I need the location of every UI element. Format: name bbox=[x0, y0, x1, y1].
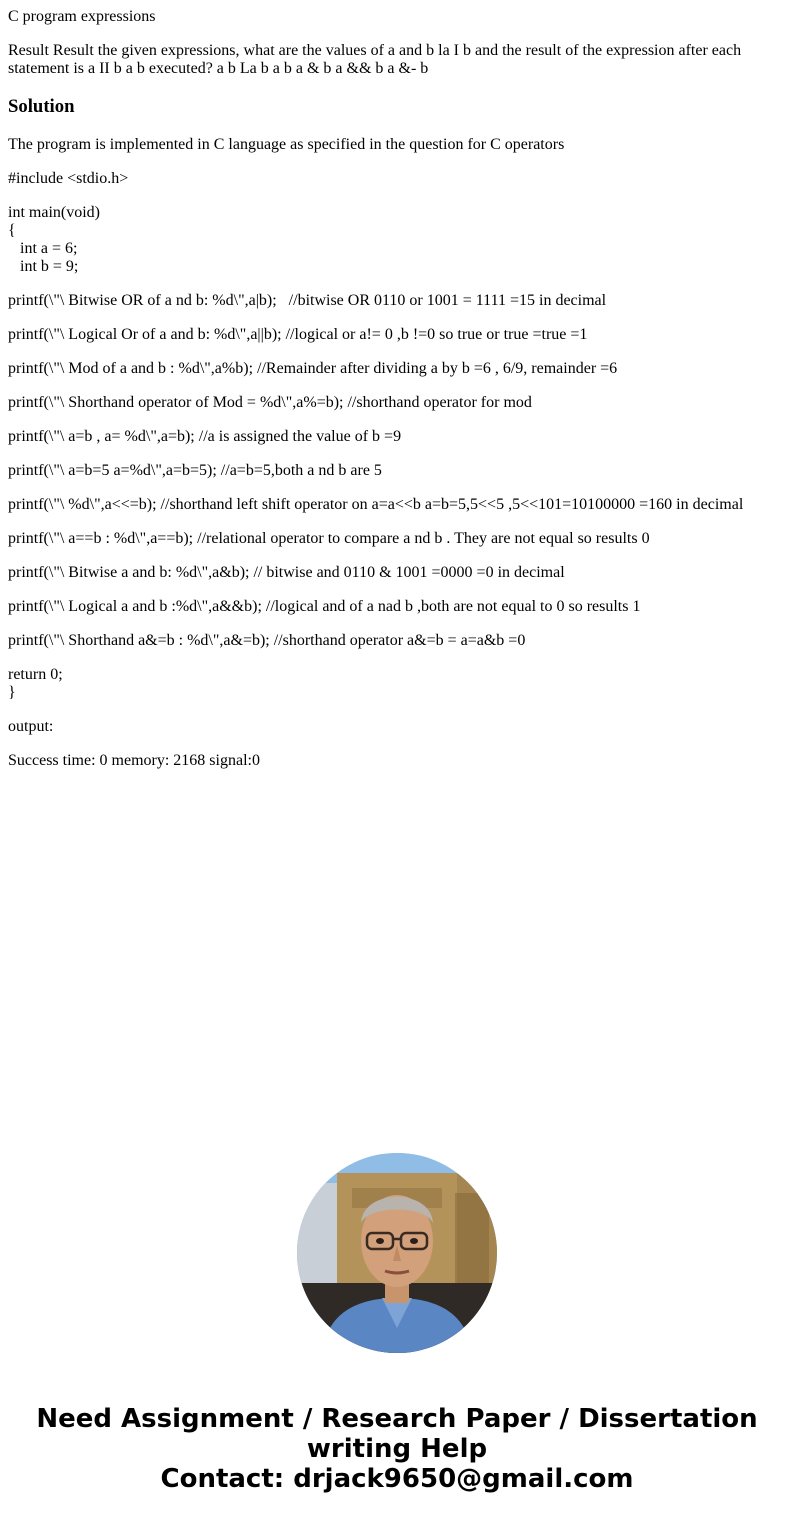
author-portrait-icon bbox=[297, 1153, 497, 1353]
code-line: int b = 9; bbox=[8, 258, 79, 275]
code-line: } bbox=[8, 684, 16, 701]
output-label: output: bbox=[8, 718, 54, 735]
author-photo bbox=[297, 1153, 497, 1353]
document-body bbox=[8, 0, 786, 786]
code-statement: printf(\"\ Logical Or of a and b: %d\",a||b); //logical or a!= 0 ,b !=0 so true or true =true =1 bbox=[8, 326, 588, 343]
code-statement: printf(\"\ Mod of a and b : %d\",a%b); //Remainder after dividing a by b =6 , 6/9, remainder =6 bbox=[8, 360, 618, 377]
code-statement: printf(\"\ a==b : %d\",a==b); //relational operator to compare a nd b . They are not equal so results 0 bbox=[8, 530, 650, 547]
solution-heading: Solution bbox=[8, 96, 75, 117]
code-line: int a = 6; bbox=[8, 240, 78, 257]
solution-intro: The program is implemented in C language as specified in the question for C operators bbox=[8, 136, 565, 153]
code-statement: printf(\"\ %d\",a<<=b); //shorthand left shift operator on a=a<<b a=b=5,5<<5 ,5<<101=10100000 =160 in decimal bbox=[8, 496, 744, 513]
main-block bbox=[8, 204, 786, 276]
code-statement: printf(\"\ Shorthand a&=b : %d\",a&=b); //shorthand operator a&=b = a=a&b =0 bbox=[8, 632, 526, 649]
question-text: Result Result the given expressions, what are the values of a and b la I b and the result of the expression after each statement is a II b a b executed? a b La b a b a & b a && b a &- b bbox=[8, 42, 746, 77]
code-statement: printf(\"\ Logical a and b :%d\",a&&b); //logical and of a nad b ,both are not equal to 0 so results 1 bbox=[8, 598, 641, 615]
end-block bbox=[8, 666, 786, 702]
promo-line: writing Help bbox=[306, 1434, 488, 1464]
code-line: return 0; bbox=[8, 666, 63, 683]
code-statement: printf(\"\ Shorthand operator of Mod = %d\",a%=b); //shorthand operator for mod bbox=[8, 394, 532, 411]
code-line: { bbox=[8, 222, 16, 239]
code-statement: printf(\"\ a=b , a= %d\",a=b); //a is assigned the value of b =9 bbox=[8, 428, 402, 445]
code-line: int main(void) bbox=[8, 204, 100, 221]
question-title: C program expressions bbox=[8, 8, 156, 25]
promo-contact: Contact: drjack9650@gmail.com bbox=[160, 1464, 634, 1494]
code-include: #include <stdio.h> bbox=[8, 170, 129, 187]
promo-line: Need Assignment / Research Paper / Dissertation bbox=[36, 1404, 758, 1434]
code-statement: printf(\"\ Bitwise a and b: %d\",a&b); // bitwise and 0110 & 1001 =0000 =0 in decimal bbox=[8, 564, 565, 581]
output-result: Success time: 0 memory: 2168 signal:0 bbox=[8, 752, 260, 769]
promo-banner bbox=[0, 1404, 794, 1494]
code-statement: printf(\"\ a=b=5 a=%d\",a=b=5); //a=b=5,both a nd b are 5 bbox=[8, 462, 382, 479]
code-statement: printf(\"\ Bitwise OR of a nd b: %d\",a|b); //bitwise OR 0110 or 1001 = 1111 =15 in decimal bbox=[8, 292, 607, 309]
